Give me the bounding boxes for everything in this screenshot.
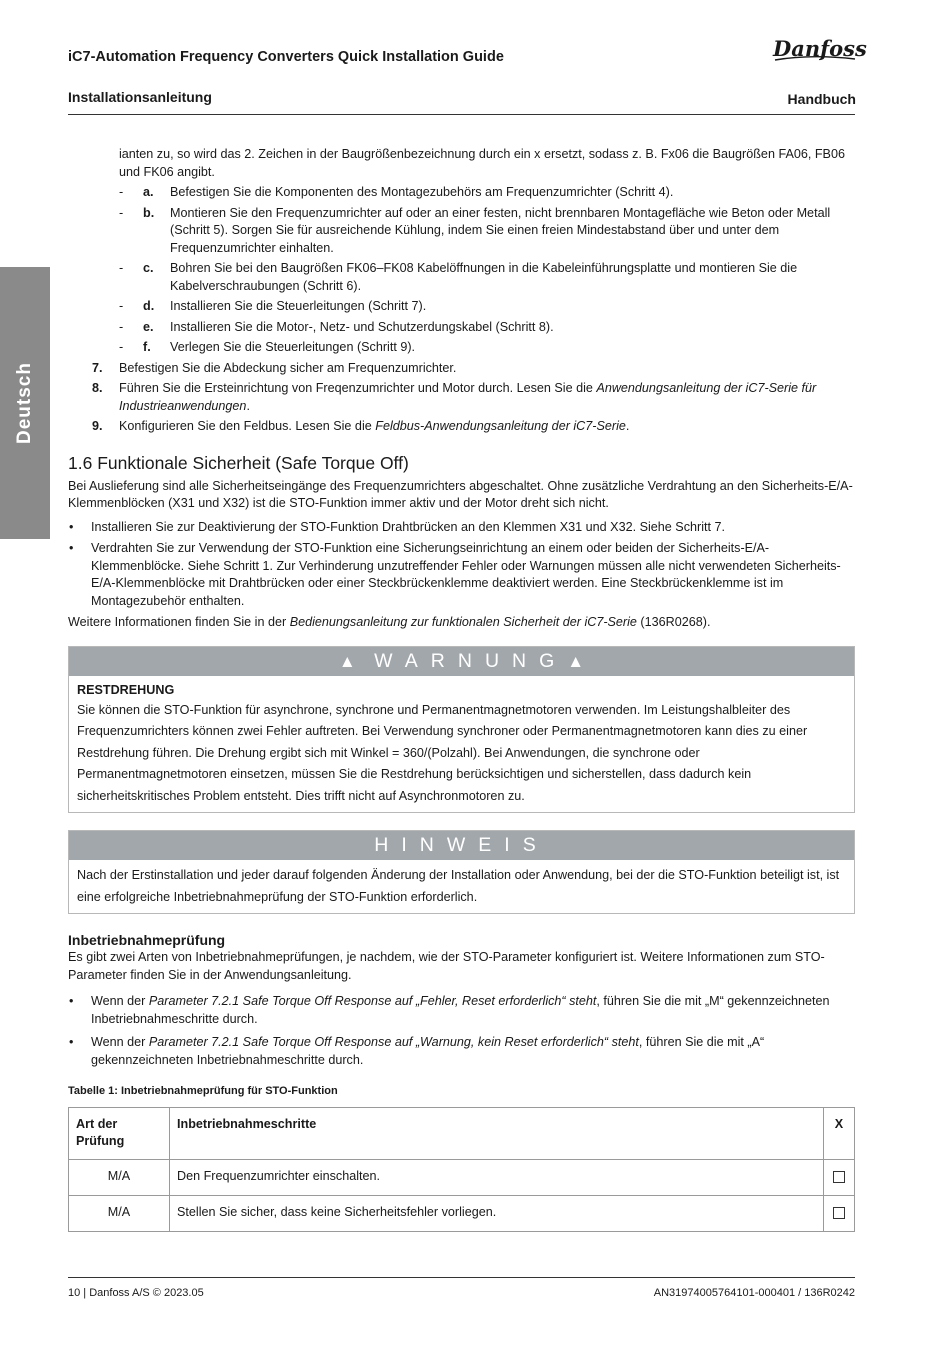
bullet-text: Installieren Sie zur Deaktivierung der STO-Funktion Drahtbrücken an den Klemmen X31 und X32. Siehe Schritt 7. <box>91 519 725 534</box>
language-tab <box>0 267 50 539</box>
table-row <box>69 1159 855 1195</box>
dash-marker: - <box>119 185 124 199</box>
bullet-text: Verdrahten Sie zur Verwendung der STO-Funktion eine Sicherungseinrichtung an einem oder beiden der Sicherheits-E/A-Klemmenblöcke. Siehe Schritt 1. Zur Verhinderung unzutreffender Fehler oder Warnungen müssen alle nicht verwendeten Sicherheits-E/A-Klemmenblöcke mit Drahtbrücken oder einer Steckbrückenklemme deaktiviert werden. Eine Steckbrückenklemme ist im Montagezubehör enthalten. <box>91 541 841 608</box>
dash-marker: - <box>119 340 124 354</box>
step-text-end: . <box>625 419 630 433</box>
bullet-text <box>91 993 855 1028</box>
bullet-marker: • <box>69 994 74 1008</box>
step-reference: Feldbus-Anwendungsanleitung der iC7-Serie <box>375 419 626 433</box>
step-cell: Den Frequenzumrichter einschalten. <box>170 1159 824 1195</box>
bullet-text <box>91 1034 855 1069</box>
section-label: Installationsanleitung <box>68 89 212 105</box>
checkbox[interactable] <box>833 1207 845 1219</box>
parameter-reference: Parameter 7.2.1 Safe Torque Off Response auf „Warnung, kein Reset erforderlich“ steht <box>148 1035 639 1049</box>
step-text-end: . <box>246 398 250 413</box>
bullet-item <box>68 1034 855 1069</box>
more-info-paragraph <box>68 614 855 632</box>
checkbox[interactable] <box>833 1171 845 1183</box>
dash-marker: - <box>119 299 124 313</box>
document-type: Handbuch <box>787 91 856 107</box>
warning-icon: ▲ <box>567 651 585 671</box>
manual-reference: Bedienungsanleitung zur funktionalen Sicherheit der iC7-Serie <box>289 615 637 629</box>
warning-title: RESTDREHUNG <box>77 682 175 697</box>
numbered-step <box>68 380 855 415</box>
document-title: iC7-Automation Frequency Converters Quick Installation Guide <box>68 49 504 65</box>
table-header-row <box>69 1107 855 1159</box>
sub-step-list <box>68 184 855 357</box>
column-header-type: Art der Prüfung <box>69 1107 170 1159</box>
step-number: 7. <box>92 360 103 375</box>
numbered-step-list <box>68 360 855 436</box>
step-text-main: Führen Sie die Ersteinrichtung von Freqenzumrichter und Motor durch. Lesen Sie die <box>119 381 597 395</box>
dash-marker: - <box>119 205 124 220</box>
checkbox-cell <box>824 1159 855 1195</box>
step-letter: c. <box>143 261 154 275</box>
step-reference: Anwendungsanleitung der iC7-Serie für Industrieanwendungen <box>119 381 817 413</box>
bullet-text-end: , führen Sie die mit „M“ gekennzeichneten Inbetriebnahmeschritte durch. <box>91 994 830 1026</box>
step-letter: e. <box>143 319 154 334</box>
check-type-cell: M/A <box>69 1159 170 1195</box>
check-type-cell: M/A <box>69 1195 170 1231</box>
header-divider <box>68 114 855 115</box>
numbered-step <box>68 418 855 436</box>
warning-text: Sie können die STO-Funktion für asynchrone, synchrone und Permanentmagnetmotoren verwenden. Im Leistungshalbleiter des Frequenzumrichters können zwei Fehler auftreten. Bei Verwendung synchroner oder Permanentmagnetmotoren kann dies zu einer Restdrehung führen. Die Drehung ergibt sich mit Winkel = 360/(Polzahl). Bei Anwendungen, die synchrone oder Permanentmagnetmotoren einsetzen, müssen Sie die Restdrehung berücksichtigen und sicherstellen, dass dadurch kein sicherheitskritisches Problem entsteht. Dies trifft nicht auf Asynchronmotoren zu. <box>77 702 808 803</box>
sub-step-item <box>68 184 855 202</box>
bullet-marker: • <box>69 541 74 555</box>
section-heading: 1.6 Funktionale Sicherheit (Safe Torque Off) <box>68 452 409 473</box>
step-text <box>119 418 855 436</box>
bullet-item <box>68 993 855 1028</box>
bullet-item <box>68 540 855 610</box>
footer-divider <box>68 1277 855 1278</box>
danfoss-logo <box>771 34 867 68</box>
step-letter: b. <box>143 205 155 220</box>
language-tab-label: Deutsch <box>14 362 35 444</box>
notice-text: Nach der Erstinstallation und jeder darauf folgenden Änderung der Installation oder Anwendung, bei der die STO-Funktion beteiligt ist, ist eine erfolgreiche Inbetriebnahmeprüfung der STO-Funktion erforderlich. <box>77 868 840 904</box>
step-text: Installieren Sie die Motor-, Netz- und Schutzerdungskabel (Schritt 8). <box>170 319 554 334</box>
step-text <box>119 380 855 415</box>
bullet-text-start: Wenn der <box>91 994 149 1008</box>
step-cell: Stellen Sie sicher, dass keine Sicherheitsfehler vorliegen. <box>170 1195 824 1231</box>
step-text-main: Befestigen Sie die Abdeckung sicher am Frequenzumrichter. <box>119 360 457 375</box>
commissioning-heading: Inbetriebnahmeprüfung <box>68 932 226 948</box>
parameter-reference: Parameter 7.2.1 Safe Torque Off Response auf „Fehler, Reset erforderlich“ steht <box>148 994 597 1008</box>
table-row <box>69 1195 855 1231</box>
bullet-item <box>68 519 855 537</box>
step-text: Bohren Sie bei den Baugrößen FK06–FK08 Kabelöffnungen in die Kabeleinführungsplatte und montieren Sie die Kabelverschraubungen (Schritt 6). <box>170 261 798 293</box>
sub-step-item <box>68 319 855 337</box>
warning-label: WARNUNG <box>374 649 568 672</box>
svg-text:Danfoss: Danfoss <box>773 36 867 61</box>
step-text-main: Konfigurieren Sie den Feldbus. Lesen Sie die <box>119 419 376 433</box>
step-text <box>119 360 855 378</box>
dash-marker: - <box>119 319 124 334</box>
sub-step-item <box>68 339 855 357</box>
step-letter: f. <box>143 340 151 354</box>
step-text: Verlegen Sie die Steuerleitungen (Schritt 9). <box>170 340 416 354</box>
footer-document-number: AN31974005764101-000401 / 136R0242 <box>653 1287 855 1299</box>
step-text: Montieren Sie den Frequenzumrichter auf oder an einer festen, nicht brennbaren Montagefläche wie Beton oder Metall (Schritt 5). Sorgen Sie für ausreichende Kühlung, indem Sie einen freien Mindestabstand über und unter dem Frequenzumrichter einhalten. <box>170 205 831 255</box>
step-letter: a. <box>143 185 154 199</box>
commissioning-bullet-list <box>68 993 855 1069</box>
sub-step-item <box>68 260 855 295</box>
page-content <box>68 146 855 1232</box>
bullet-text-start: Wenn der <box>91 1035 149 1049</box>
step-letter: d. <box>143 299 155 313</box>
manual-number: (136R0268). <box>636 615 711 629</box>
bullet-text-end: , führen Sie die mit „A“ gekennzeichneten Inbetriebnahmeschritte durch. <box>91 1035 765 1067</box>
intro-continuation: ianten zu, so wird das 2. Zeichen in der Baugrößenbezeichnung durch ein x ersetzt, sodass z. B. Fx06 die Baugrößen FA06, FB06 und FK06 angibt. <box>119 147 845 179</box>
checkbox-cell <box>824 1195 855 1231</box>
warning-body <box>69 676 854 813</box>
step-number: 8. <box>92 381 103 395</box>
notice-box <box>68 830 855 914</box>
step-text: Befestigen Sie die Komponenten des Montagezubehörs am Frequenzumrichter (Schritt 4). <box>170 185 674 199</box>
warning-icon: ▲ <box>338 651 356 671</box>
step-text: Installieren Sie die Steuerleitungen (Schritt 7). <box>170 299 427 313</box>
more-info-text: Weitere Informationen finden Sie in der <box>68 615 290 629</box>
warning-header <box>69 647 854 676</box>
step-number: 9. <box>92 419 103 433</box>
commissioning-table <box>68 1107 855 1232</box>
sub-step-item <box>68 205 855 258</box>
section-bullet-list <box>68 519 855 611</box>
commissioning-intro: Es gibt zwei Arten von Inbetriebnahmeprüfungen, je nachdem, wie der STO-Parameter konfiguriert ist. Weitere Informationen zum STO-Parameter finden Sie in der Anwendungsanleitung. <box>68 950 825 982</box>
dash-marker: - <box>119 261 124 275</box>
notice-header: HINWEIS <box>69 831 854 860</box>
table-caption: Tabelle 1: Inbetriebnahmeprüfung für STO-Funktion <box>68 1085 338 1097</box>
column-header-steps: Inbetriebnahmeschritte <box>170 1107 824 1159</box>
numbered-step <box>68 360 855 378</box>
footer-page-info: 10 | Danfoss A/S © 2023.05 <box>68 1287 204 1299</box>
bullet-marker: • <box>69 519 74 534</box>
sub-step-item <box>68 298 855 316</box>
column-header-check: X <box>824 1107 855 1159</box>
bullet-marker: • <box>69 1035 74 1049</box>
section-intro: Bei Auslieferung sind alle Sicherheitseingänge des Frequenzumrichters abgeschaltet. Ohne zusätzliche Verdrahtung an den Sicherheits-E/A-Klemmenblöcken (X31 und X32) ist die STO-Funktion immer aktiv und der Motor dreht sich nicht. <box>68 478 853 510</box>
warning-box <box>68 646 855 814</box>
